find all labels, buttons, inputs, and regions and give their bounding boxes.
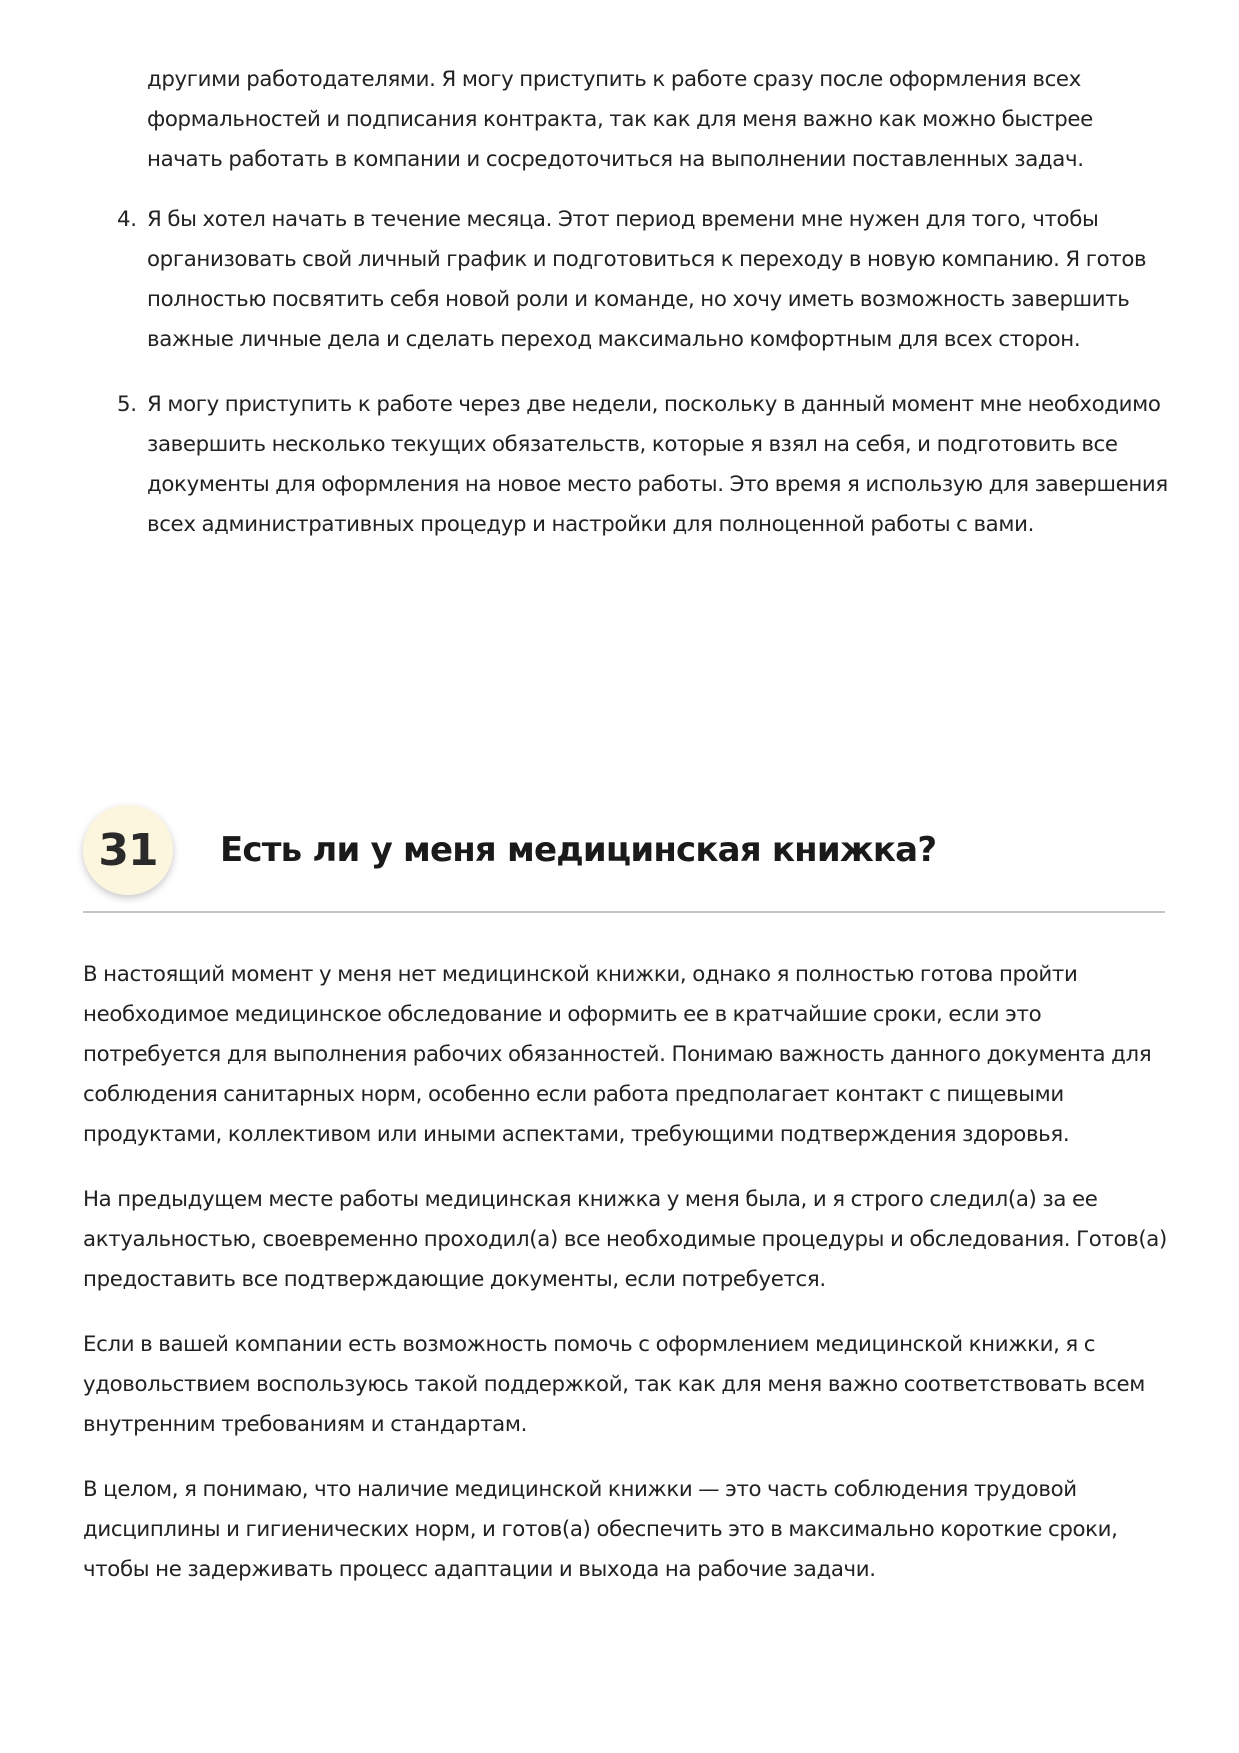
paragraph: В настоящий момент у меня нет медицинской книжки, однако я полностью готова пройти необходимое медицинское обследование и оформить ее в кратчайшие сроки, если это потребуется для выполнения рабочих обязанностей. Понимаю важность данного документа для соблюдения санитарных норм, особенно если работа предполагает контакт с пищевыми продуктами, коллективом или иными аспектами, требующими подтверждения здоровья. — [83, 962, 1152, 1147]
section-divider — [83, 911, 1165, 913]
section-title: Есть ли у меня медицинская книжка? — [220, 830, 937, 870]
section-body — [83, 955, 1168, 1615]
list-item-number: 4. — [117, 207, 137, 232]
list-item-number: 5. — [117, 392, 137, 417]
list-item-text: Я бы хотел начать в течение месяца. Этот период времени мне нужен для того, чтобы организовать свой личный график и подготовиться к переходу в новую компанию. Я готов полностью посвятить себя новой роли и команде, но хочу иметь возможность завершить важные личные дела и сделать переход максимально комфортным для всех сторон. — [147, 207, 1147, 352]
paragraph: На предыдущем месте работы медицинская книжка у меня была, и я строго следил(а) за ее актуальностью, своевременно проходил(а) все необходимые процедуры и обследования. Готов(а) предоставить все подтверждающие документы, если потребуется. — [83, 1187, 1167, 1292]
section-number-badge: 31 — [83, 805, 173, 895]
paragraph: Если в вашей компании есть возможность помочь с оформлением медицинской книжки, я с удовольствием воспользуюсь такой поддержкой, так как для меня важно соответствовать всем внутренним требованиям и стандартам. — [83, 1332, 1145, 1437]
list-item-text: Я могу приступить к работе через две недели, поскольку в данный момент мне необходимо завершить несколько текущих обязательств, которые я взял на себя, и подготовить все документы для оформления на новое место работы. Это время я использую для завершения всех административных процедур и настройки для полноценной работы с вами. — [147, 392, 1168, 537]
numbered-list — [0, 200, 1170, 570]
list-item — [0, 200, 1170, 360]
list-item-continuation: другими работодателями. Я могу приступить к работе сразу после оформления всех формальностей и подписания контракта, так как для меня важно как можно быстрее начать работать в компании и сосредоточиться на выполнении поставленных задач. — [147, 67, 1093, 172]
section-header — [83, 805, 1165, 913]
paragraph: В целом, я понимаю, что наличие медицинской книжки — это часть соблюдения трудовой дисциплины и гигиенических норм, и готов(а) обеспечить это в максимально короткие сроки, чтобы не задерживать процесс адаптации и выхода на рабочие задачи. — [83, 1477, 1118, 1582]
list-item — [0, 385, 1170, 545]
